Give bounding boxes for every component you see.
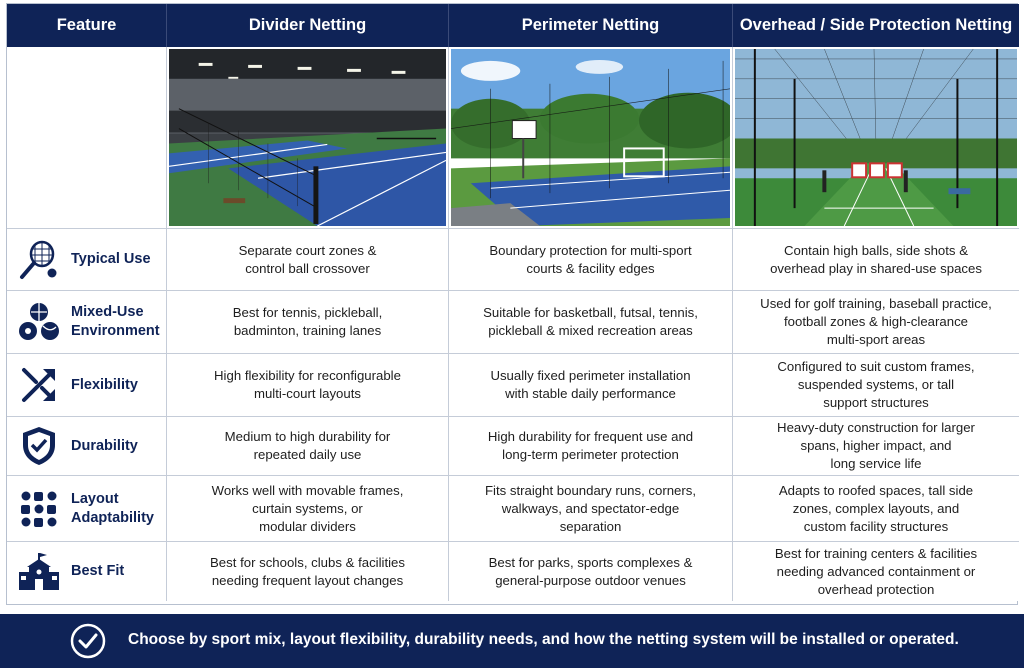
crossing-arrows-icon [17, 363, 61, 407]
tennis-racket-icon [17, 238, 61, 282]
perimeter-flexibility: Usually fixed perimeter installation with stable daily performance [449, 354, 733, 417]
overhead-netting-photo [733, 47, 1019, 229]
feature-label: Typical Use [71, 251, 151, 267]
layout-blocks-icon [17, 487, 61, 531]
feature-label: Layout Adaptability [71, 490, 154, 526]
header-overhead-netting: Overhead / Side Protection Netting [733, 4, 1019, 47]
header-divider-netting: Divider Netting [167, 4, 449, 47]
perimeter-mixed-use: Suitable for basketball, futsal, tennis, pickleball & mixed recreation areas [449, 291, 733, 354]
feature-cell-flexibility [7, 354, 167, 417]
feature-cell-typical-use [7, 229, 167, 291]
overhead-layout-adaptability: Adapts to roofed spaces, tall side zones, complex layouts, and custom facility structures [733, 476, 1019, 542]
footer-message: Choose by sport mix, layout flexibility, durability needs, and how the netting system will be installed or operated. [128, 631, 959, 648]
perimeter-typical-use: Boundary protection for multi-sport courts & facility edges [449, 229, 733, 291]
divider-mixed-use: Best for tennis, pickleball, badminton, training lanes [167, 291, 449, 354]
divider-flexibility: High flexibility for reconfigurable multi-court layouts [167, 354, 449, 417]
perimeter-netting-photo [449, 47, 733, 229]
divider-durability: Medium to high durability for repeated daily use [167, 417, 449, 476]
divider-layout-adaptability: Works well with movable frames, curtain systems, or modular dividers [167, 476, 449, 542]
divider-best-fit: Best for schools, clubs & facilities needing frequent layout changes [167, 542, 449, 601]
overhead-best-fit: Best for training centers & facilities needing advanced containment or overhead protection [733, 542, 1019, 601]
sports-balls-icon [17, 300, 61, 344]
shield-check-icon [17, 424, 61, 468]
feature-label: Mixed-Use Environment [71, 304, 160, 339]
overhead-mixed-use: Used for golf training, baseball practice, football zones & high-clearance multi-sport areas [733, 291, 1019, 354]
check-circle-icon [70, 623, 106, 659]
comparison-table [6, 3, 1018, 605]
divider-netting-photo [167, 47, 449, 229]
overhead-typical-use: Contain high balls, side shots & overhead play in shared-use spaces [733, 229, 1019, 291]
header-perimeter-netting: Perimeter Netting [449, 4, 733, 47]
overhead-flexibility: Configured to suit custom frames, suspended systems, or tall support structures [733, 354, 1019, 417]
perimeter-layout-adaptability: Fits straight boundary runs, corners, walkways, and spectator-edge separation [449, 476, 733, 542]
blank-cell [7, 47, 167, 229]
feature-label: Best Fit [71, 563, 125, 579]
header-feature: Feature [7, 4, 167, 47]
feature-label: Flexibility [71, 376, 138, 393]
feature-cell-best-fit [7, 542, 167, 601]
feature-cell-mixed-use [7, 291, 167, 354]
perimeter-best-fit: Best for parks, sports complexes & general-purpose outdoor venues [449, 542, 733, 601]
footer-banner [0, 614, 1024, 668]
divider-typical-use: Separate court zones & control ball crossover [167, 229, 449, 291]
feature-label: Durability [71, 437, 138, 454]
overhead-durability: Heavy-duty construction for larger spans, higher impact, and long service life [733, 417, 1019, 476]
feature-cell-durability [7, 417, 167, 476]
feature-cell-layout-adaptability [7, 476, 167, 542]
school-building-icon [17, 550, 61, 594]
perimeter-durability: High durability for frequent use and long-term perimeter protection [449, 417, 733, 476]
